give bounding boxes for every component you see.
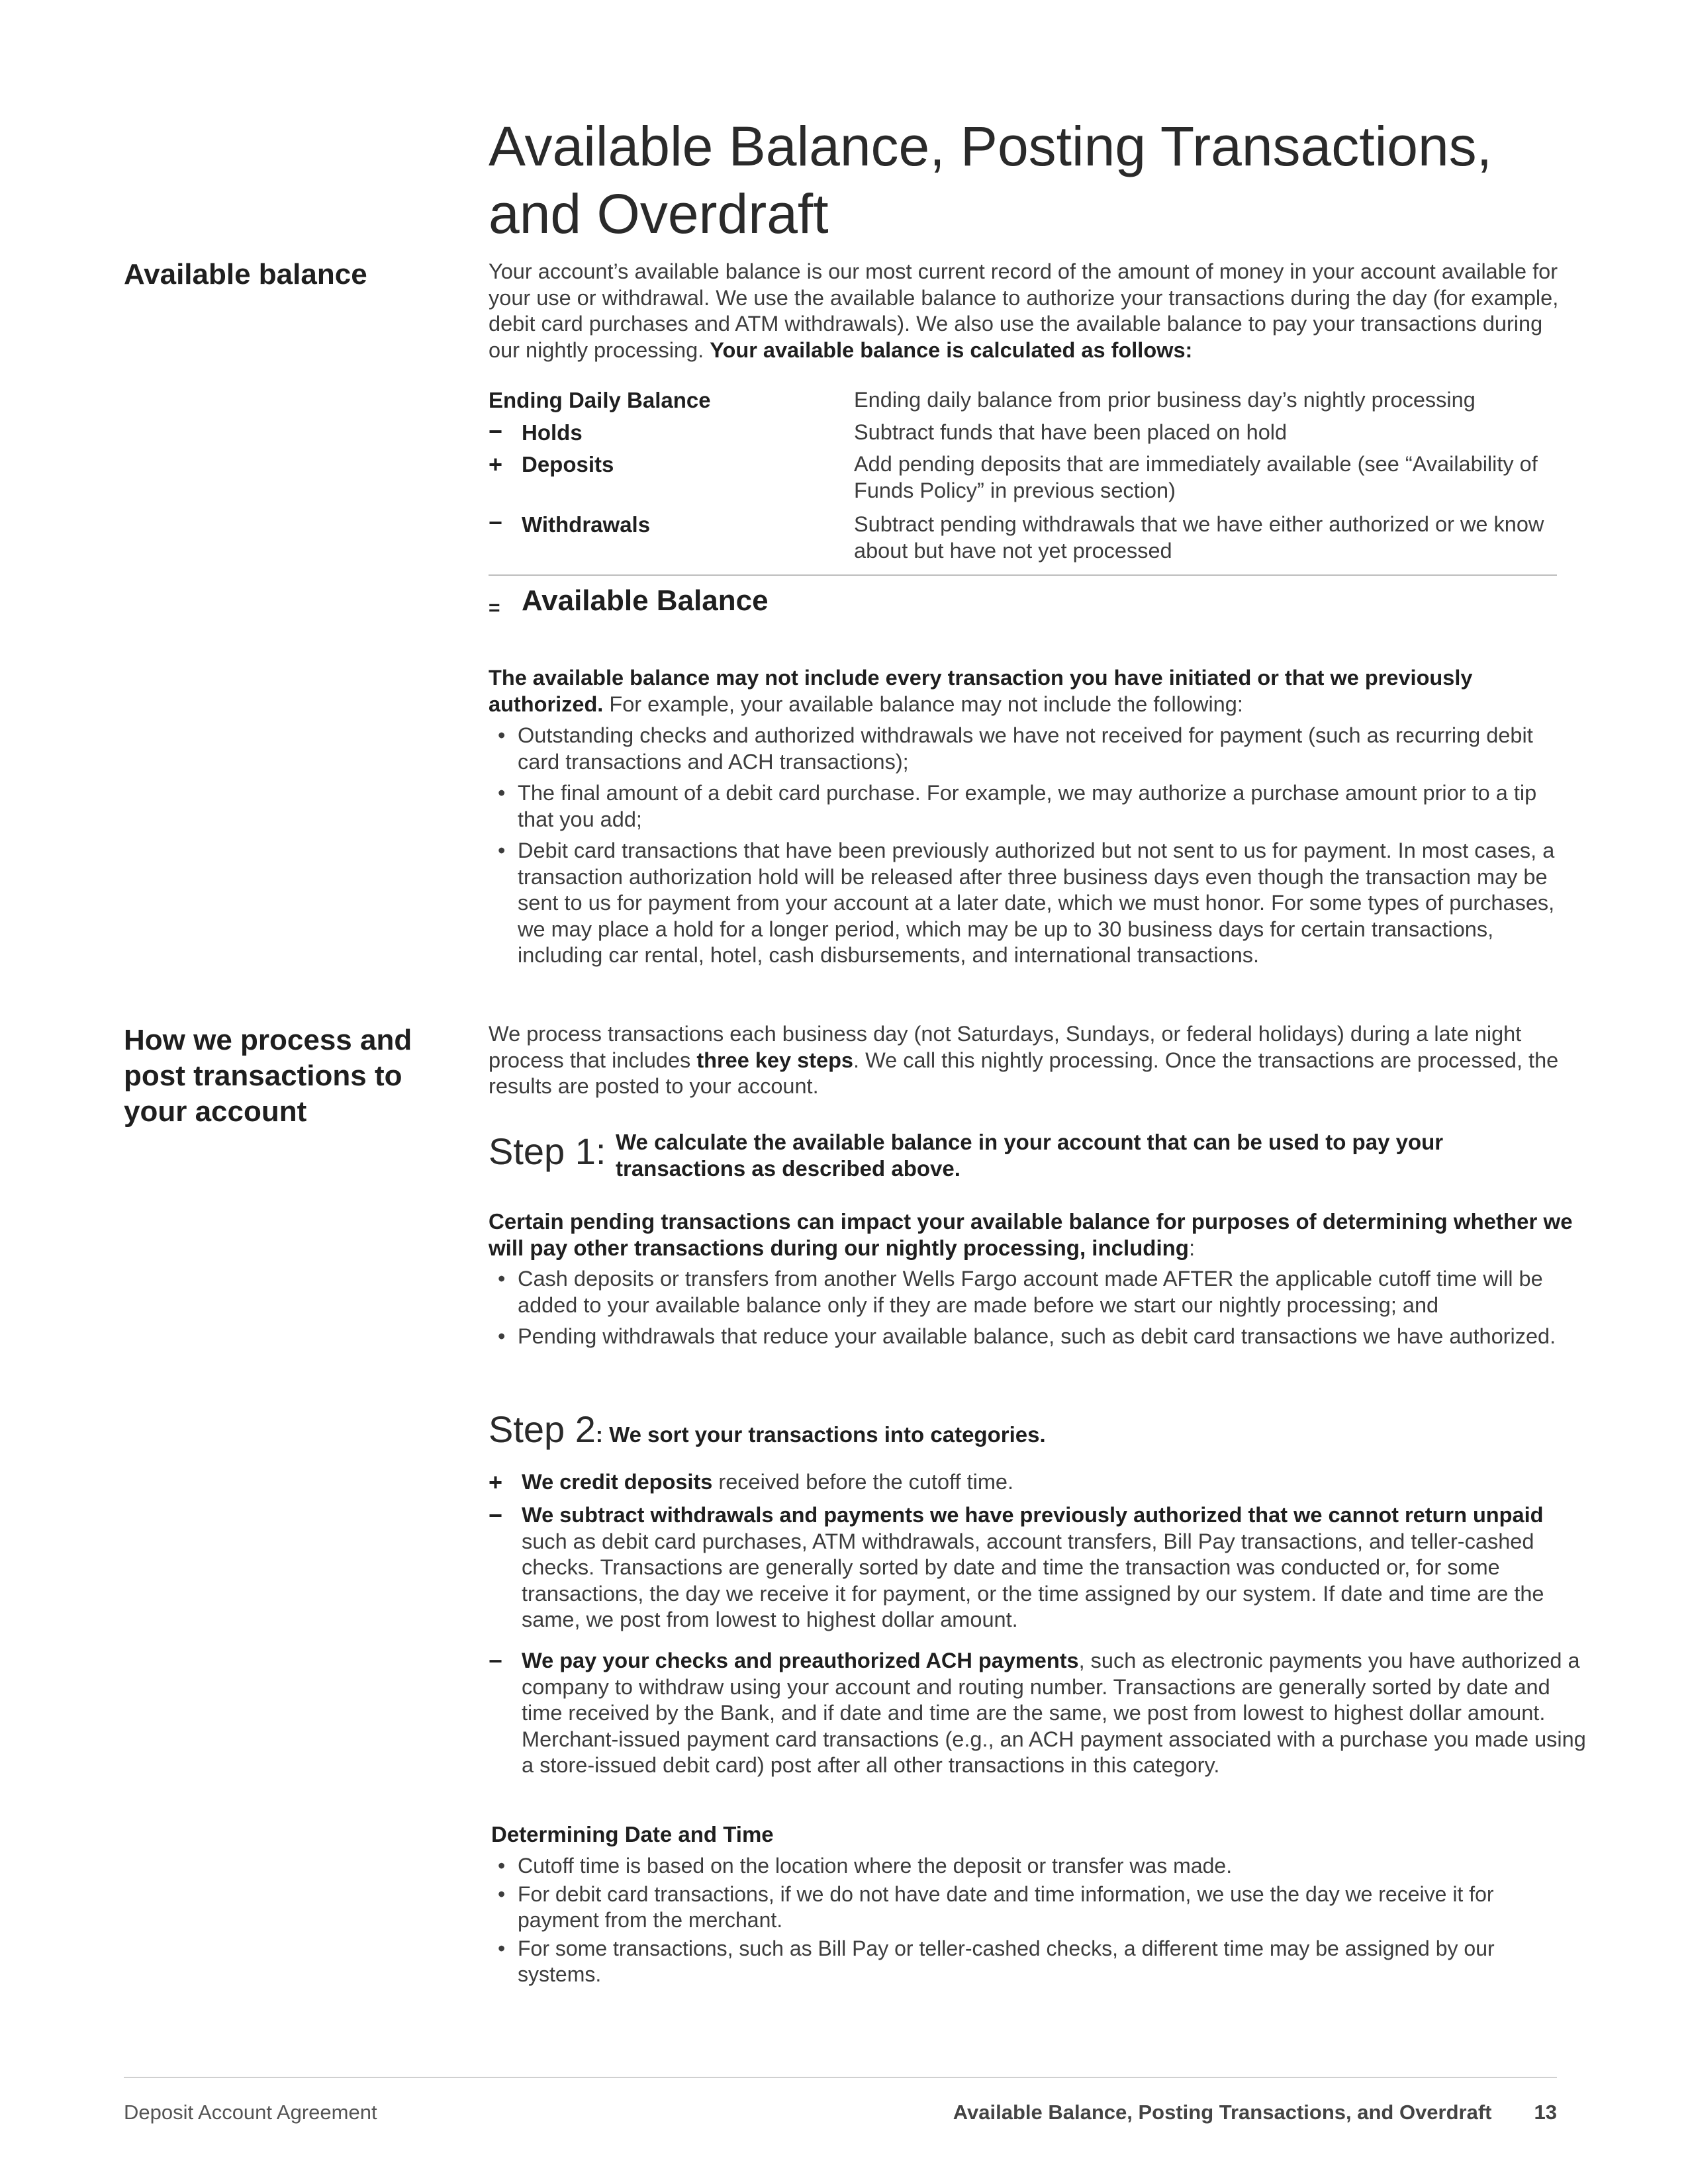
op-credit-deposits: + We credit deposits received before the cutoff time. [489, 1469, 1014, 1496]
op-subtract-withdrawals: − We subtract withdrawals and payments we have previously authorized that we cannot return unpaid such as debit card purchases, ATM withdrawals, account transfers, Bill Pay transactions, and teller-cashed checks. Transactions are generally sorted by date and time the transaction was conducted or, for some transactions, the day we receive it for payment, or the time assigned by our system. If date and time are the same, we post from lowest to highest dollar amount. [489, 1502, 1544, 1631]
footer-section [953, 2099, 1557, 2126]
step-2-label: Step 2 [489, 1408, 596, 1450]
op-pay-checks: − We pay your checks and preauthorized ACH payments, such as electronic payments you have authorized a company to withdraw using your account and routing number. Transactions are generally sorted by date and time received by the Bank, and if date and time are the same, we post from lowest to highest dollar amount. Merchant-issued payment card transactions (e.g., an ACH payment associated with a purchase you made using a store-issued debit card) post after all other transactions in this category. [489, 1647, 1586, 1777]
calc-deposits-sign: + [489, 451, 503, 478]
calc-ending-label: Ending Daily Balance [489, 388, 711, 412]
process-intro: We process transactions each business day (not Saturdays, Sundays, or federal holidays) during a late night process that includes three key steps. We call this nightly processing. Once the transactions are processed, the results are posted to your account. [489, 1022, 1559, 1098]
calc-holds-label: Holds [522, 420, 583, 445]
calc-holds-desc: Subtract funds that have been placed on hold [854, 420, 1288, 444]
available-balance-intro: Your account’s available balance is our most current record of the amount of money in your account available for your use or withdrawal. We use the available balance to authorize your transactions during the day (for example, debit card purchases and ATM withdrawals). We also use the available balance to pay your transactions during our nightly processing. Your available balance is calculated as follows: [489, 259, 1559, 362]
process-heading: How we process and post transactions to your account [124, 1024, 412, 1128]
calc-withdrawals-desc: Subtract pending withdrawals that we have either authorized or we know about but have not yet processed [854, 512, 1544, 563]
list-item: • For some transactions, such as Bill Pay or teller-cashed checks, a different time may be assigned by our systems. [489, 1936, 1574, 1987]
page-title-line-2: and Overdraft [489, 183, 829, 245]
list-item: • Cash deposits or transfers from another Wells Fargo account made AFTER the applicable cutoff time will be added to your available balance only if they are made before we start our nightly processing; and [489, 1266, 1574, 1318]
calc-divider [489, 574, 1557, 576]
calc-holds-sign: − [489, 418, 503, 445]
plus-sign: + [489, 1469, 503, 1496]
step-2 [489, 1410, 1046, 1449]
calc-deposits-desc: Add pending deposits that are immediately available (see “Availability of Funds Policy” in previous section) [854, 452, 1538, 502]
list-item: • Cutoff time is based on the location where the deposit or transfer was made. [489, 1853, 1574, 1879]
pending-transactions-note: Certain pending transactions can impact your available balance for purposes of determining whether we will pay other transactions during our nightly processing, including: [489, 1209, 1573, 1260]
minus-sign: − [489, 1647, 503, 1674]
step-2-description: We sort your transactions into categories. [602, 1422, 1046, 1447]
pending-transactions-list [489, 1266, 1574, 1355]
footer-document-title: Deposit Account Agreement [124, 2101, 377, 2124]
list-item: • Outstanding checks and authorized withdrawals we have not received for payment (such as recurring debit card transactions and ACH transactions); [489, 723, 1574, 775]
step-2-colon: : [595, 1422, 603, 1447]
calc-withdrawals-label: Withdrawals [522, 512, 651, 537]
calc-deposits-label: Deposits [522, 452, 614, 477]
calc-withdrawals-sign: − [489, 509, 503, 536]
list-item: • Pending withdrawals that reduce your available balance, such as debit card transactions we have authorized. [489, 1324, 1574, 1350]
list-item: • Debit card transactions that have been previously authorized but not sent to us for payment. In most cases, a transaction authorization hold will be released after three business days even though the transaction may be sent to us for payment from your account at a later date, which we must honor. For some types of purchases, we may place a hold for a longer period, which may be up to 30 business days for certain transactions, including car rental, hotel, cash disbursements, and international transactions. [489, 838, 1574, 969]
calc-result-sign: = [489, 597, 500, 619]
calc-ending-desc: Ending daily balance from prior business day’s nightly processing [854, 388, 1476, 412]
footer-divider [124, 2077, 1557, 2078]
page-title [489, 113, 1614, 248]
page-title-line-1: Available Balance, Posting Transactions, [489, 115, 1493, 177]
calc-result-label: Available Balance [522, 584, 769, 617]
available-balance-note: The available balance may not include every transaction you have initiated or that we previously authorized. For example, your available balance may not include the following: [489, 666, 1473, 716]
available-balance-exclusions [489, 723, 1574, 974]
step-1-label: Step 1: [489, 1130, 606, 1172]
minus-sign: − [489, 1502, 503, 1529]
list-item: • The final amount of a debit card purchase. For example, we may authorize a purchase amount prior to a tip that you add; [489, 780, 1574, 833]
step-1-description: We calculate the available balance in your account that can be used to pay your transactions as described above. [616, 1130, 1444, 1181]
list-item: • For debit card transactions, if we do not have date and time information, we use the day we receive it for payment from the merchant. [489, 1882, 1574, 1933]
available-balance-heading: Available balance [124, 258, 367, 291]
footer-section-title: Available Balance, Posting Transactions, and Overdraft [953, 2101, 1492, 2124]
date-time-list [489, 1853, 1574, 1990]
page-number: 13 [1534, 2101, 1557, 2124]
date-time-heading: Determining Date and Time [491, 1822, 774, 1846]
